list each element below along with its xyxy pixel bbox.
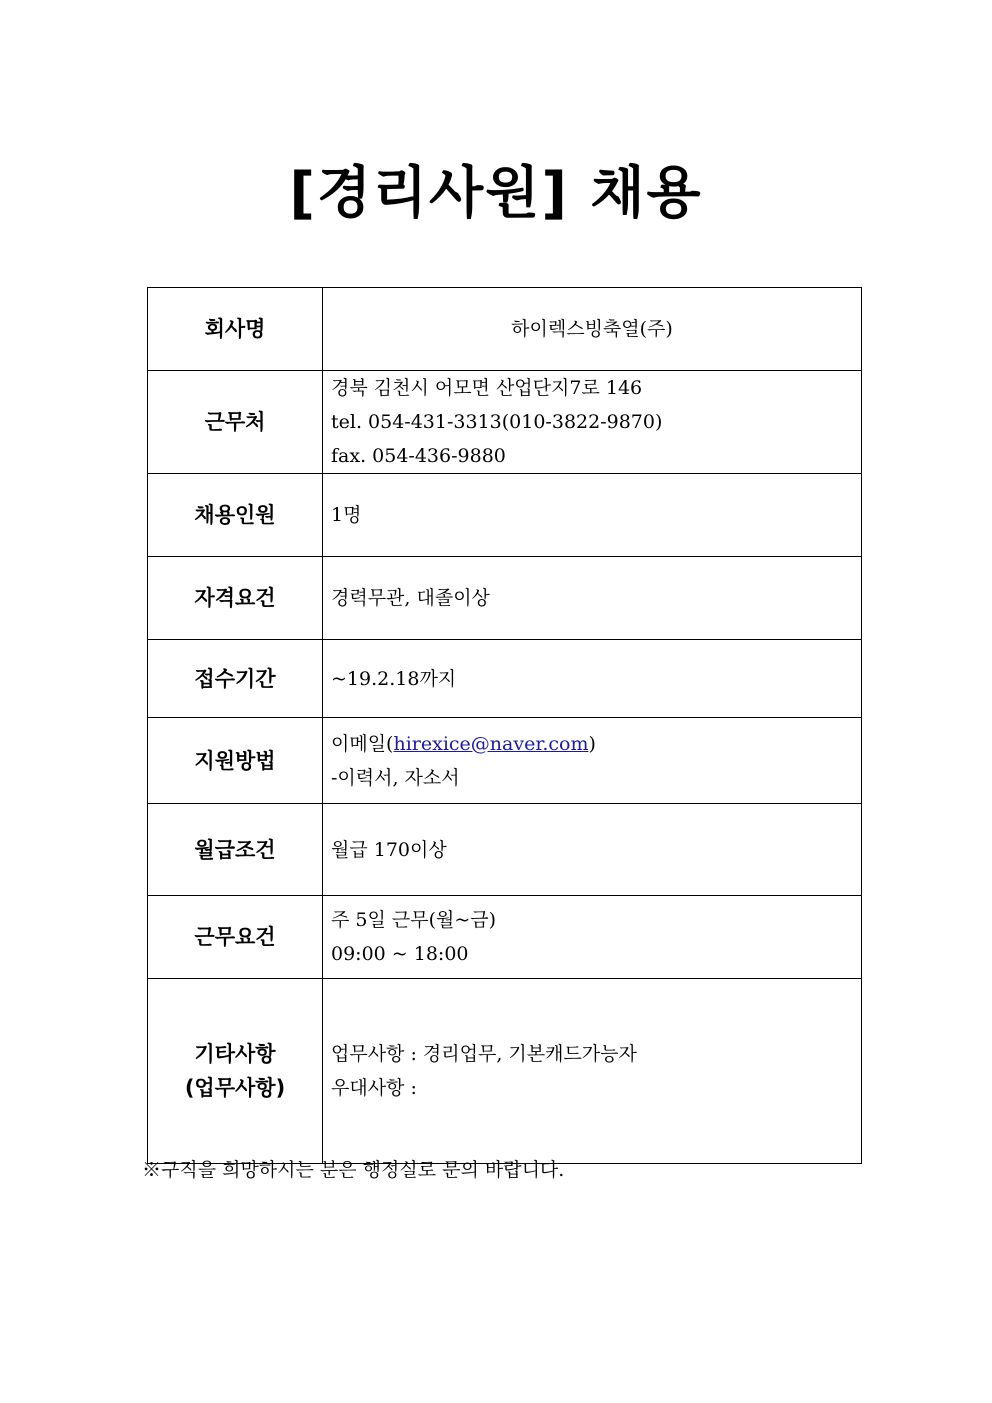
headcount-label: 채용인원 <box>148 474 323 557</box>
deadline-label: 접수기간 <box>148 640 323 718</box>
page-title: [경리사원] 채용 <box>289 161 703 226</box>
etc-value <box>323 979 862 1164</box>
footnote: ※구직을 희망하시는 분은 행정실로 문의 바랍니다. <box>142 1159 565 1181</box>
email-link[interactable]: hirexice@naver.com <box>393 732 589 755</box>
salary-value: 월급 170이상 <box>323 804 862 896</box>
hours-time: 09:00 ~ 18:00 <box>331 943 469 965</box>
qualification-value: 경력무관, 대졸이상 <box>323 557 862 640</box>
etc-label <box>148 979 323 1164</box>
headcount-value: 1명 <box>323 474 862 557</box>
apply-email-line <box>331 727 861 761</box>
table-row <box>148 896 862 979</box>
job-posting-table <box>147 287 862 1164</box>
table-row <box>148 718 862 804</box>
etc-duty: 업무사항 : 경리업무, 기본캐드가능자 <box>331 1043 637 1065</box>
table-row <box>148 474 862 557</box>
etc-preference: 우대사항 : <box>331 1077 417 1099</box>
table-row <box>148 640 862 718</box>
workplace-label: 근무처 <box>148 371 323 474</box>
workplace-value <box>323 371 862 474</box>
workplace-tel: tel. 054-431-3313(010-3822-9870) <box>331 411 663 433</box>
table-row <box>148 979 862 1164</box>
apply-label: 지원방법 <box>148 718 323 804</box>
salary-label: 월급조건 <box>148 804 323 896</box>
table-row <box>148 371 862 474</box>
etc-label-line2: (업무사항) <box>184 1076 286 1100</box>
apply-prefix: 이메일( <box>331 732 394 755</box>
hours-days: 주 5일 근무(월~금) <box>331 909 497 931</box>
table-row <box>148 804 862 896</box>
apply-docs: -이력서, 자소서 <box>331 766 460 789</box>
deadline-value: ~19.2.18까지 <box>323 640 862 718</box>
table-row <box>148 557 862 640</box>
hours-value <box>323 896 862 979</box>
apply-suffix: ) <box>588 732 596 755</box>
hours-label: 근무요건 <box>148 896 323 979</box>
table-row <box>148 288 862 371</box>
etc-label-line1: 기타사항 <box>194 1042 276 1066</box>
company-value: 하이렉스빙축열(주) <box>323 288 862 371</box>
company-label: 회사명 <box>148 288 323 371</box>
apply-value <box>323 718 862 804</box>
qualification-label: 자격요건 <box>148 557 323 640</box>
workplace-address: 경북 김천시 어모면 산업단지7로 146 <box>331 377 643 399</box>
workplace-fax: fax. 054-436-9880 <box>331 445 506 467</box>
